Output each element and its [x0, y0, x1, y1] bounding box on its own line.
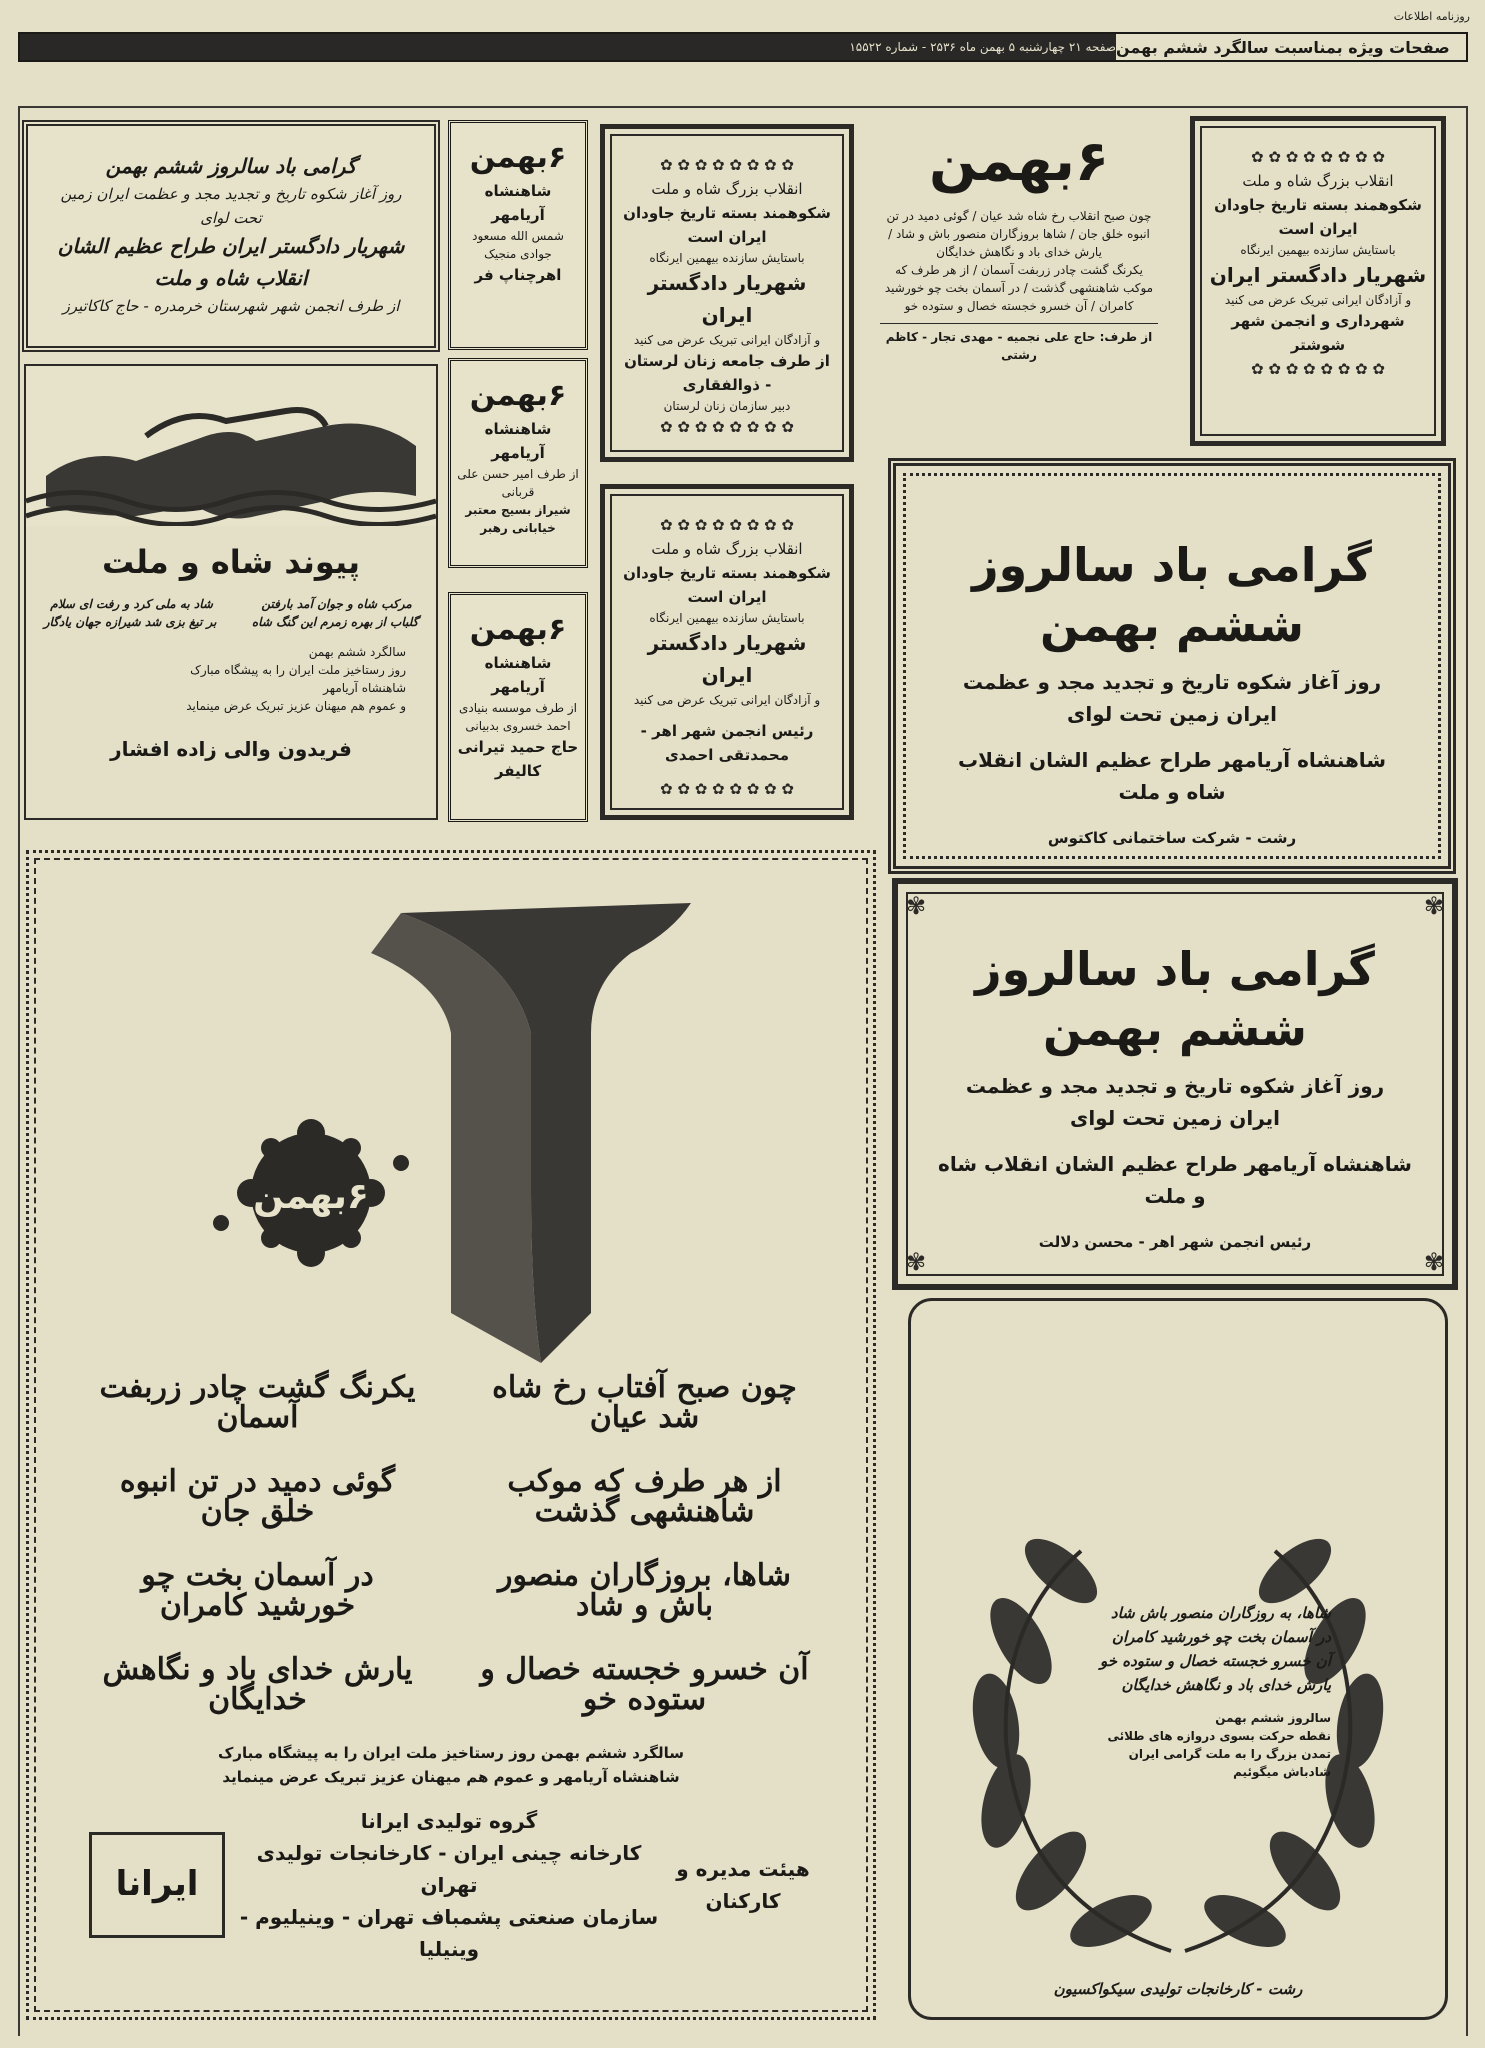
bahman-logo: ۶بهمن — [469, 140, 567, 175]
ad-body — [26, 643, 436, 715]
ad-line: و آزادگان ایرانی تبریک عرض می کنید — [1224, 293, 1412, 307]
ad-line: از طرف موسسه بنیادی احمد خسروی بدبیانی — [459, 701, 577, 733]
ad-line: روز آغاز شکوه تاریخ و تجدید مجد و عظمت ایران زمین تحت لوای — [962, 669, 1382, 726]
poem-verse: از هر طرف که موکب شاهنشهی گذشت — [507, 1464, 782, 1529]
ad-dalat — [892, 878, 1458, 1290]
ad-line: شاهنشاه آریامهر و عموم هم میهنان عزیز تبریک عرض مینماید — [222, 1768, 680, 1786]
company-line: سازمان صنعتی پشمباف تهران - وینیلیوم - وینیلیا — [239, 1905, 659, 1961]
ad-line: تمدن بزرگ را به ملت گرامی ایران — [1128, 1747, 1331, 1761]
bahman-logo: ۶بهمن — [253, 1176, 369, 1217]
ornament-row: ✿ ✿ ✿ ✿ ✿ ✿ ✿ ✿ — [1251, 360, 1385, 378]
ornament-row: ✿ ✿ ✿ ✿ ✿ ✿ ✿ ✿ — [660, 516, 794, 534]
corner-ornament: ✾ — [906, 892, 927, 920]
ad-headline: گرامی باد سالروز ششم بهمن — [972, 538, 1372, 652]
ad-signature: رشت - شرکت ساختمانی کاکتوس — [1047, 828, 1297, 847]
ad-line: رئیس انجمن شهر اهر - محمدتقی احمدی — [640, 722, 814, 764]
corner-ornament: ✾ — [906, 1248, 927, 1276]
ad-line: و آزادگان ایرانی تبریک عرض می کنید — [633, 693, 821, 707]
poem-verse: شاها، بروزگاران منصور باش و شاد — [497, 1558, 792, 1623]
verse: گلباب از بهره زمرم این گنگ شاه — [251, 614, 419, 629]
ad-line: شهریار دادگستر ایران — [1209, 263, 1427, 287]
ad-signature: رئیس انجمن شهر اهر - محسن دلالت — [1038, 1232, 1312, 1251]
grid-divider — [18, 106, 1468, 108]
grid-divider — [18, 106, 20, 2036]
ad-line: شاهنشاه آریامهر طراح عظیم الشان انقلاب شاه و ملت — [938, 1151, 1412, 1208]
ad-line: شمس الله مسعود جوادی منجیک — [472, 229, 564, 261]
verse: شاد به ملی کرد و رفت ای سلام — [50, 596, 213, 611]
bahman-logo: ۶بهمن — [469, 612, 567, 647]
small-ad — [448, 358, 588, 568]
small-ad — [448, 120, 588, 350]
section-title: صفحات ویژه بمناسبت سالگرد ششم بهمن — [1116, 37, 1450, 57]
ad-line: گرامی باد سالروز ششم بهمن — [105, 154, 357, 178]
ad-line: اهرچناپ فر — [474, 266, 562, 284]
ad-line: و عموم هم میهنان عزیز تبریک عرض مینماید — [186, 698, 406, 713]
poem-verse: گوئی دمید در تن انبوه خلق جان — [119, 1464, 396, 1529]
ad-footer — [69, 1805, 833, 1965]
ad-line: شکوهمند بسته تاریخ جاودان ایران است — [623, 204, 831, 246]
corner-ornament: ✾ — [1423, 1248, 1444, 1276]
poem-grid — [69, 1370, 833, 1717]
ad-line: روز رستاخیز ملت ایران را به پیشگاه مبارک — [190, 662, 406, 677]
verse: در آسمان بخت چو خورشید کامران — [1111, 1628, 1331, 1646]
ad-line: حاج حمید تیرانی کالیفر — [457, 738, 579, 780]
verse-row — [26, 613, 436, 631]
ad-anjoman-ahar — [600, 484, 854, 820]
ad-line: از طرف انجمن شهر شهرستان خرمدره - حاج کاکاتیرز — [62, 297, 400, 315]
ad-line: شاهنشاه آریامهر — [323, 680, 406, 695]
iranna-logo — [89, 1832, 225, 1938]
ad-iranna — [26, 850, 876, 2020]
ad-shushtar — [1190, 116, 1446, 446]
ad-signature: رشت - کارخانجات تولیدی سیکواکسیون — [1053, 1980, 1303, 1998]
verse: آن خسرو خجسته خصال و ستوده خو — [1100, 1652, 1331, 1670]
ad-line: شاهنشاه آریامهر — [484, 420, 552, 462]
verse: مرکب شاه و جوان آمد بارفتن — [261, 596, 412, 611]
ad-line: باستایش سازنده بیهمین ایرنگاه — [649, 251, 805, 265]
ad-wreath — [908, 1298, 1448, 2020]
ad-line: شاهنشاه آریامهر طراح عظیم الشان انقلاب شاه و ملت — [958, 747, 1386, 804]
ad-top-left — [22, 120, 440, 352]
ad-headline: گرامی باد سالروز ششم بهمن — [975, 942, 1375, 1056]
ad-line: شهرداری و انجمن شهر شوشتر — [1231, 312, 1405, 354]
ad-line: انقلاب بزرگ شاه و ملت — [651, 180, 803, 198]
ad-signature: فریدون والی زاده افشار — [110, 736, 352, 761]
handshake-illustration — [26, 366, 436, 526]
verse: شاها، به روزگاران منصور باش شاد — [1110, 1604, 1331, 1622]
ad-line: باستایش سازنده بیهمین ایرنگاه — [1240, 243, 1396, 257]
verse: یارش خدای باد و نگاهش خدایگان — [1121, 1676, 1331, 1694]
ad-handshake — [24, 364, 438, 820]
company-block — [225, 1805, 673, 1965]
poem-block: چون صبح انقلاب رخ شاه شد عیان / گوئی دمید در تن انبوه خلق جان / شاها بروزگاران منصور باش و شاد / یارش خدای باد و نگاهش خدایگان — [886, 208, 1152, 259]
ad-line: از طرف امیر حسن علی قربانی — [457, 467, 579, 499]
ad-board: هیئت مدیره و کارکنان — [676, 1857, 810, 1913]
ad-signature: از طرف: حاج علی نجمیه - مهدی تجار - کاظم رشتی — [880, 323, 1158, 364]
grid-divider — [1466, 106, 1468, 2036]
poem-block: یکرنگ گشت چادر زربفت آسمان / از هر طرف که موکب شاهنشهی گذشت / در آسمان بخت چو خورشید کامران / آن خسرو خجسته خصال و ستوده خو — [884, 262, 1154, 313]
small-ad — [448, 592, 588, 822]
ad-line: شاهنشاه آریامهر — [484, 182, 552, 224]
poem-verse: آن خسرو خجسته خصال و ستوده خو — [480, 1652, 809, 1717]
bahman-logo: ۶بهمن — [928, 129, 1110, 194]
ad-line: انقلاب بزرگ شاه و ملت — [651, 540, 803, 558]
ad-line: شهریار دادگستر ایران — [647, 271, 807, 327]
ad-bahman-small — [870, 112, 1168, 456]
ad-line: شکوهمند بسته تاریخ جاودان ایران است — [1214, 196, 1422, 238]
newspaper-name: روزنامه اطلاعات — [1393, 10, 1470, 23]
ad-line: شهریار دادگستر ایران — [647, 631, 807, 687]
brand-name: ایرانا — [115, 1864, 199, 1905]
poem-verse: در آسمان بخت چو خورشید کامران — [141, 1558, 374, 1623]
poem-verse: یارش خدای باد و نگاهش خدایگان — [102, 1652, 413, 1717]
ornament-row: ✿ ✿ ✿ ✿ ✿ ✿ ✿ ✿ — [660, 418, 794, 436]
ad-line: انقلاب بزرگ شاه و ملت — [1242, 172, 1394, 190]
ad-line: روز آغاز شکوه تاریخ و تجدید مجد و عظمت ایران زمین تحت لوای — [965, 1073, 1385, 1130]
verse-row — [26, 595, 436, 613]
company-line: کارخانه چینی ایران - کارخانجات تولیدی تهران — [256, 1841, 642, 1897]
group-name: گروه تولیدی ایرانا — [360, 1809, 538, 1833]
verse: بر تیغ بزی شد شیرازه جهان یادگار — [43, 614, 217, 629]
dateline: صفحه ۲۱ چهارشنبه ۵ بهمن ماه ۲۵۳۶ - شماره ۱۵۵۲۲ — [20, 34, 1116, 60]
ad-line: و آزادگان ایرانی تبریک عرض می کنید — [633, 333, 821, 347]
corner-ornament: ✾ — [1423, 892, 1444, 920]
ornament-row: ✿ ✿ ✿ ✿ ✿ ✿ ✿ ✿ — [660, 780, 794, 798]
ad-line: شکوهمند بسته تاریخ جاودان ایران است — [623, 564, 831, 606]
ad-line: سالگرد ششم بهمن — [308, 644, 406, 659]
ad-line: شادباش میگوئیم — [1233, 1765, 1331, 1779]
page-header-bar — [18, 32, 1468, 62]
ad-line: نقطه حرکت بسوی دروازه های طلائی — [1107, 1729, 1331, 1743]
wreath-text — [1031, 1601, 1331, 1781]
ad-line: از طرف جامعه زنان لرستان - ذوالفقاری — [624, 352, 830, 394]
poem-verse: چون صبح آفتاب رخ شاه شد عیان — [492, 1370, 797, 1435]
ad-line: باستایش سازنده بیهمین ایرنگاه — [649, 611, 805, 625]
bahman-emblem — [71, 893, 831, 1373]
ad-line: سالگرد ششم بهمن روز رستاخیز ملت ایران را به پیشگاه مبارک — [218, 1744, 684, 1762]
ad-line: شاهنشاه آریامهر — [484, 654, 552, 696]
ad-zanan-lorestan — [600, 124, 854, 462]
ornament-row: ✿ ✿ ✿ ✿ ✿ ✿ ✿ ✿ — [1251, 148, 1385, 166]
ornament-row: ✿ ✿ ✿ ✿ ✿ ✿ ✿ ✿ — [660, 156, 794, 174]
bahman-logo: ۶بهمن — [469, 378, 567, 413]
ad-line: دبیر سازمان زنان لرستان — [663, 399, 791, 413]
poem-verse: یکرنگ گشت چادر زربفت آسمان — [99, 1370, 416, 1435]
ad-title: پیوند شاه و ملت — [101, 543, 361, 581]
ad-line: شهریار دادگستر ایران طراح عظیم الشان انقلاب شاه و ملت — [57, 234, 405, 290]
ad-kaktus — [888, 458, 1456, 874]
ad-line: روز آغاز شکوه تاریخ و تجدید مجد و عظمت ایران زمین تحت لوای — [60, 185, 402, 227]
ad-line: سالروز ششم بهمن — [1215, 1711, 1331, 1725]
ad-line: شیراز بسیج معتبر خیابانی رهبر — [465, 503, 571, 535]
